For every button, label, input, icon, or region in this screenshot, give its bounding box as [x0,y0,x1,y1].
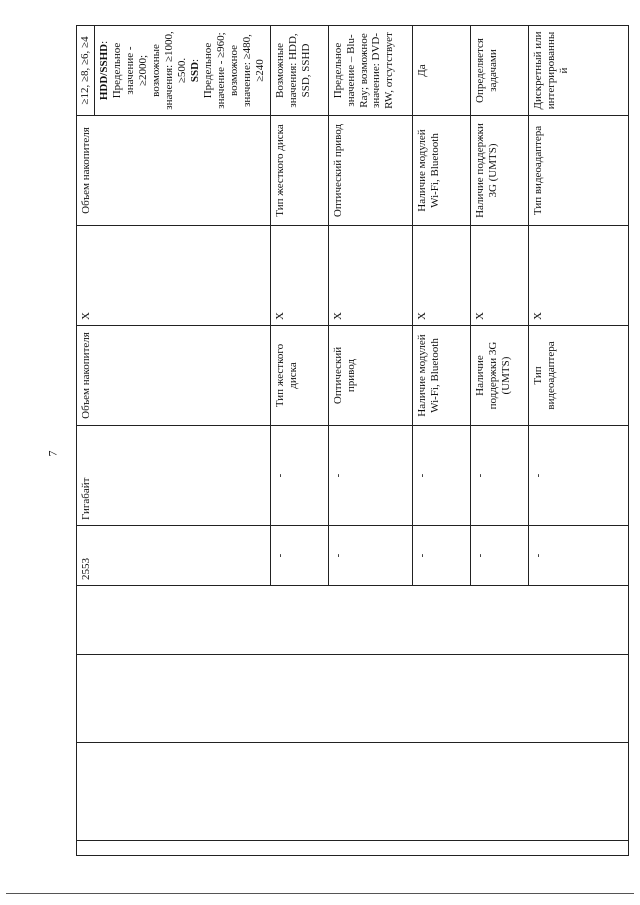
blank-cell [77,841,629,856]
table-row [77,26,271,856]
characteristic-name-cell: Наличие модулей Wi-Fi, Bluetooth [412,326,470,426]
mark-cell: X [270,226,328,326]
requirement-hdd: HDD/SSHD: Предельное значение - ≥2000; возможные значения: ≥1000, ≥500. [97,31,188,110]
requirement-cell: Предельное значение – Blu-Ray; возможное значение: DVD-RW, отсутствует [328,26,412,116]
requirement-cell: Возможные значения: HDD, SSD, SSHD [270,26,328,116]
characteristic-name-cell: Объем накопителя [77,326,271,426]
parameter-name-cell: Тип жесткого диска [270,116,328,226]
parameter-name-cell: Оптический привод [328,116,412,226]
mark-cell: X [328,226,412,326]
okei-code-cell: - [470,526,528,586]
requirement-cell: Определяется задачами [470,26,528,116]
requirement-cell: Да [412,26,470,116]
unit-cell: - [470,426,528,526]
parameter-name-cell: Тип видеоадаптера [528,116,628,226]
unit-cell: - [328,426,412,526]
unit-cell: - [270,426,328,526]
requirement-cell [77,26,271,116]
characteristic-name-cell: Оптический привод [328,326,412,426]
page-number: 7 [45,450,60,457]
parameter-name-cell: Объем накопителя [77,116,271,226]
okei-code-cell: - [270,526,328,586]
parameter-name-cell: Наличие поддержки 3G (UMTS) [470,116,528,226]
unit-cell: - [528,426,628,526]
blank-cell [77,655,629,743]
requirement-ssd: SSD: Предельное значение - ≥960; возможное значение: ≥480, ≥240 [188,32,266,109]
rotated-table-container [76,26,602,856]
page-bottom-rule [6,893,634,894]
unit-cell: - [412,426,470,526]
blank-cell [77,586,629,655]
mark-cell: X [77,226,271,326]
mark-cell: X [470,226,528,326]
characteristic-name-cell: Тип видеоадаптера [528,326,628,426]
requirement-cell: Дискретный или интегрированный [528,26,628,116]
characteristic-name-cell: Тип жесткого диска [270,326,328,426]
mark-cell: X [528,226,628,326]
characteristic-name-cell: Наличие поддержки 3G (UMTS) [470,326,528,426]
mark-cell: X [412,226,470,326]
okei-code-cell: 2553 [77,526,271,586]
parameter-name-cell: Наличие модулей Wi-Fi, Bluetooth [412,116,470,226]
specification-table [76,25,629,856]
okei-code-cell: - [412,526,470,586]
blank-cell [77,743,629,841]
requirement-top-values: ≥12, ≥8, ≥6, ≥4 [77,26,95,115]
okei-code-cell: - [328,526,412,586]
unit-cell: Гигабайт [77,426,271,526]
okei-code-cell: - [528,526,628,586]
